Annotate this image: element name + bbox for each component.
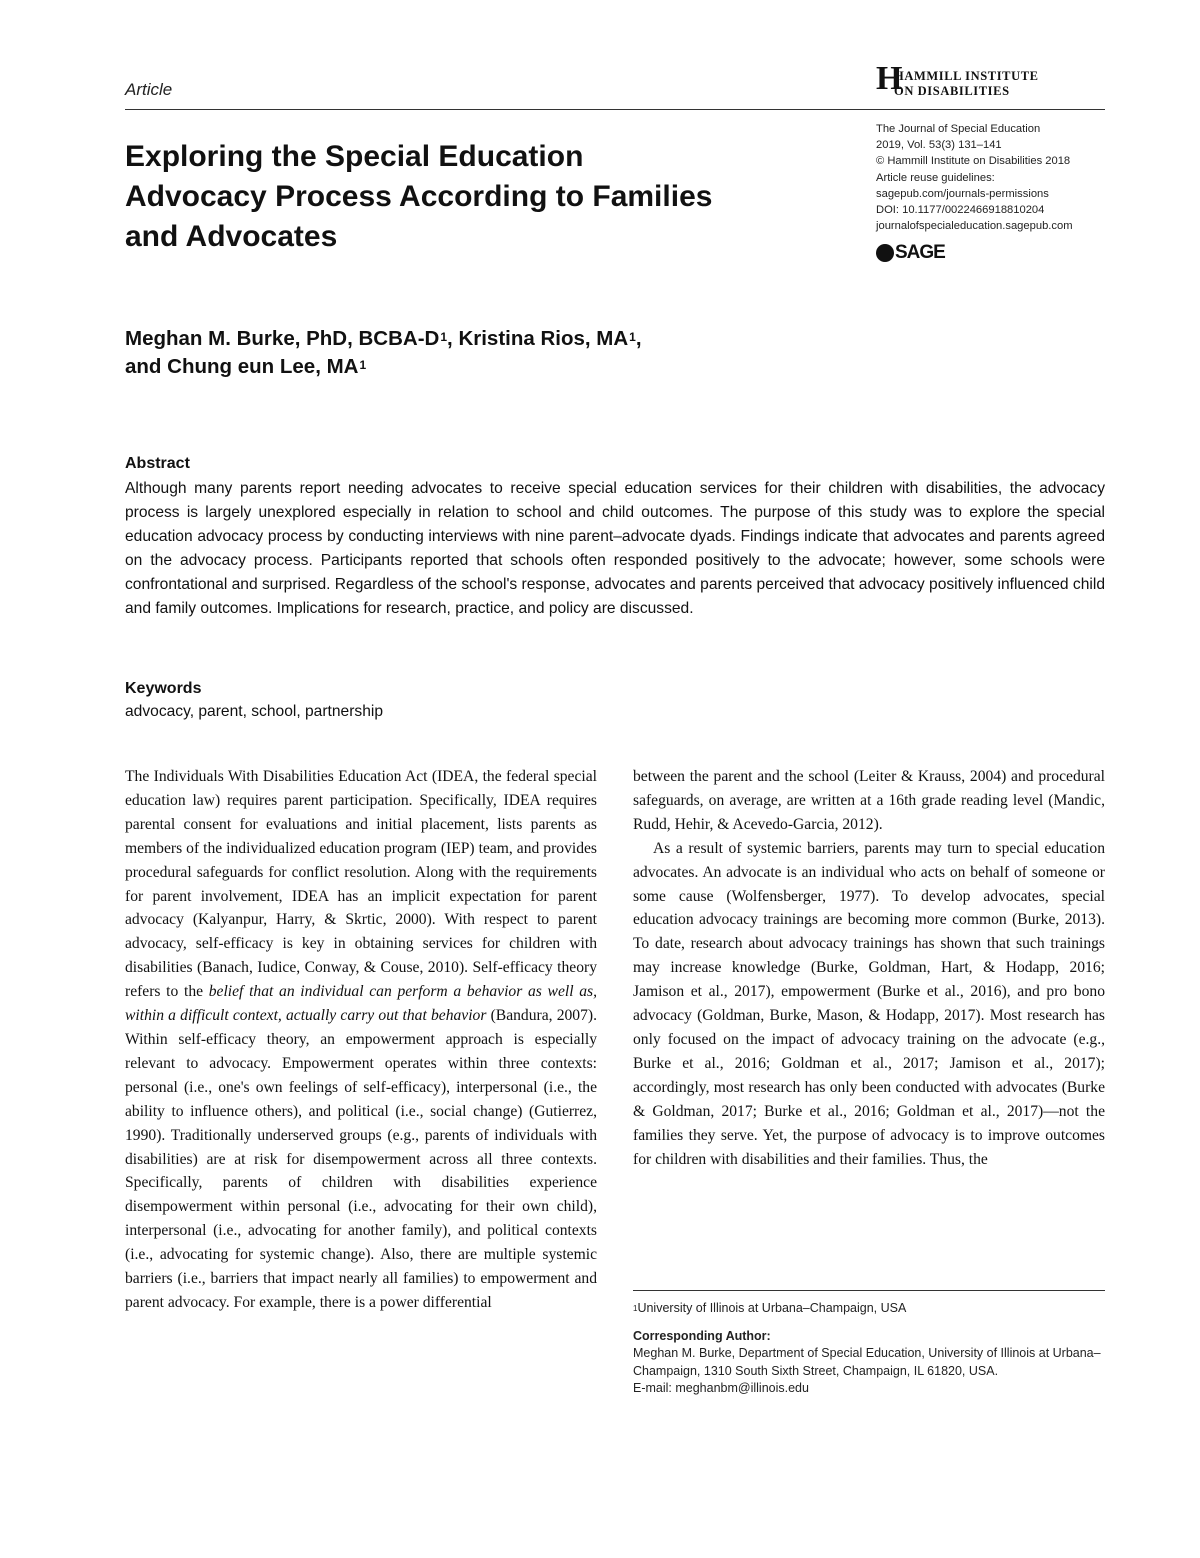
keywords-list: advocacy, parent, school, partnership [125, 703, 384, 720]
author-name: Kristina Rios, MA [458, 327, 629, 350]
affiliation-marker: 1 [629, 330, 636, 344]
author-list [125, 325, 845, 381]
sage-logo [876, 241, 945, 265]
corresponding-author-heading: Corresponding Author: [633, 1328, 771, 1343]
header-divider [125, 109, 1105, 110]
journal-copyright: © Hammill Institute on Disabilities 2018 [876, 155, 1071, 168]
abstract-text: Although many parents report needing advocates to receive special education services for their children with disabilities, the advocacy process is largely unexplored especially in relation to school and child outcomes. The purpose of this study was to explore the special education advocacy process by conducting interviews with nine parent–advocate dyads. Findings indicate that advocates and parents agreed on the advocacy process. Participants reported that schools often responded positively to the advocate; however, some schools were confrontational and surprised. Regardless of the school's response, advocates and parents perceived that advocacy positively influenced child and family outcomes. Implications for research, practice, and policy are discussed. [125, 480, 1105, 617]
affiliation-footnote [633, 1300, 1105, 1318]
article-type-label: Article [125, 80, 173, 99]
affiliation-marker: 1 [440, 330, 448, 344]
body-text: (Bandura, 2007). Within self-efficacy theory, an empowerment approach is especially relevant to advocacy. Empowerment operates within three contexts: personal (i.e., one's own feelings of self-efficacy), interpersonal (i.e., the ability to influence others), and political (i.e., social change) (Gutierrez, 1990). Traditionally underserved groups (e.g., parents of individuals with disabilities) are at risk for disempowerment across all three contexts. Specifically, parents of children with disabilities experience disempowerment within personal (i.e., advocating for their own child), interpersonal (i.e., advocating for another family), and political contexts (i.e., advocating for systemic change). Also, there are multiple systemic barriers (i.e., barriers that impact nearly all families) to empowerment and parent advocacy. For example, there is a power differential [125, 1007, 597, 1311]
affiliation-marker: 1 [359, 358, 367, 372]
hammill-institute-logo [876, 60, 1039, 100]
footnote-divider [633, 1290, 1105, 1291]
sage-circle-icon [876, 244, 894, 262]
body-paragraph: As a result of systemic barriers, parents may turn to special education advocates. An advocate is an individual who acts on behalf of someone or some cause (Wolfensberger, 1977). To develop advocates, special education advocacy trainings are becoming more common (Burke, 2013). To date, research about advocacy trainings has shown that such trainings may increase knowledge (Burke, Goldman, Hart, & Hodapp, 2016; Jamison et al., 2017), empowerment (Burke et al., 2016), and pro bono advocacy (Goldman, Burke, Mason, & Hodapp, 2017). Most research has only focused on the impact of advocacy training on the advocate (e.g., Burke et al., 2016; Goldman et al., 2017; Jamison et al., 2017); accordingly, most research has only been conducted with advocates (Burke & Goldman, 2017; Burke et al., 2016; Goldman et al., 2017)—not the families they serve. Yet, the purpose of advocacy is to improve outcomes for children with disabilities and their families. Thus, the [633, 839, 1105, 1168]
body-text: The Individuals With Disabilities Education Act (IDEA, the federal special education law) requires parent participation. Specifically, IDEA requires parental consent for evaluations and initial placement, lists parents as members of the individualized education program (IEP) team, and provides procedural safeguards for conflict resolution. Along with the requirements for parent involvement, IDEA has an implicit expectation for parent advocacy (Kalyanpur, Harry, & Skrtic, 2000). With respect to parent advocacy, self-efficacy is key in obtaining services for children with disabilities (Banach, Iudice, Conway, & Couse, 2010). Self-efficacy theory refers to the [125, 768, 597, 1001]
logo-line2: ON DISABILITIES [894, 84, 1010, 98]
logo-line1: HAMMILL INSTITUTE [894, 69, 1039, 83]
author-separator: , [447, 327, 459, 350]
body-italic-text: belief that an individual can perform a behavior as well as, within a difficult context, actually carry out that behavior [125, 983, 597, 1025]
journal-name: The Journal of Special Education [876, 123, 1041, 135]
body-paragraph [125, 765, 597, 1315]
corresponding-author-email[interactable]: E-mail: meghanbm@illinois.edu [633, 1381, 809, 1395]
journal-volume: 2019, Vol. 53(3) 131–141 [876, 139, 1002, 152]
body-column-left [125, 765, 597, 1315]
author-separator: , [635, 327, 642, 350]
author-name: and Chung eun Lee, MA [125, 355, 359, 378]
permissions-link[interactable]: sagepub.com/journals-permissions [876, 187, 1049, 200]
journal-info [876, 121, 1073, 234]
journal-website-link[interactable]: journalofspecialeducation.sagepub.com [876, 220, 1073, 233]
reuse-guidelines-label: Article reuse guidelines: [876, 171, 995, 184]
corresponding-author-address: Meghan M. Burke, Department of Special Education, University of Illinois at Urbana–Champaign, 1310 South Sixth Street, Champaign, IL 61820, USA. [633, 1346, 1101, 1378]
abstract-heading: Abstract [125, 455, 190, 472]
doi[interactable]: DOI: 10.1177/0022466918810204 [876, 204, 1045, 217]
affiliation-text: University of Illinois at Urbana–Champaign, USA [637, 1301, 907, 1315]
body-column-right [633, 765, 1105, 1171]
keywords-heading: Keywords [125, 680, 202, 697]
sage-logo-text: SAGE [895, 242, 945, 263]
footnotes [633, 1300, 1105, 1398]
logo-letter: H [876, 60, 903, 97]
affiliation-number: 1 [633, 1304, 638, 1313]
body-paragraph: between the parent and the school (Leiter & Krauss, 2004) and procedural safeguards, on average, are written at a 16th grade reading level (Mandic, Rudd, Hehir, & Acevedo-Garcia, 2012). [633, 768, 1105, 833]
author-name: Meghan M. Burke, PhD, BCBA-D [125, 327, 440, 350]
article-title: Exploring the Special Education Advocacy Process According to Families and Advocates [125, 140, 713, 253]
